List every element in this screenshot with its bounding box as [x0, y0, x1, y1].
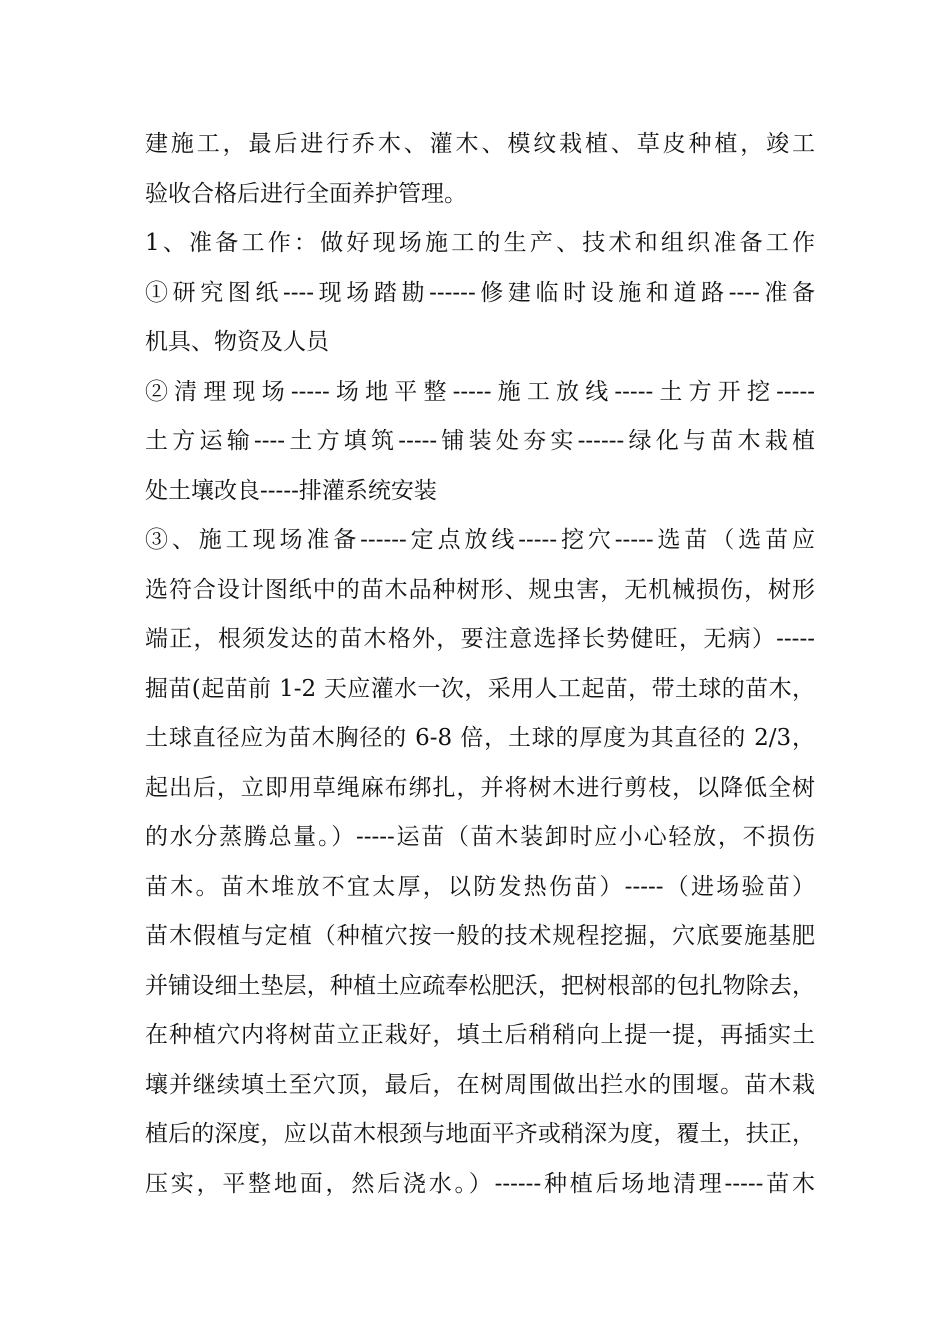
- text-line: 掘苗(起苗前 1-2 天应灌水一次，采用人工起苗，带土球的苗木，: [145, 675, 815, 702]
- text-line: ③、施工现场准备------定点放线-----挖穴-----选苗（选苗应: [145, 527, 815, 553]
- text-line: 压实，平整地面，然后浇水。）------种植后场地清理-----苗木: [145, 1170, 815, 1197]
- text-line: 苗木。苗木堆放不宜太厚，以防发热伤苗）-----（进场验苗）: [145, 873, 815, 900]
- text-line: 处土壤改良-----排灌系统安装: [145, 477, 437, 504]
- text-line: ①研究图纸----现场踏勘------修建临时设施和道路----准备: [145, 279, 815, 306]
- text-line: 端正，根须发达的苗木格外，要注意选择长势健旺，无病）-----: [145, 626, 815, 652]
- text-line: 机具、物资及人员: [145, 329, 329, 355]
- text-line: 土方运输----土方填筑-----铺装处夯实------绿化与苗木栽植: [145, 428, 815, 454]
- text-line: 在种植穴内将树苗立正栽好，填土后稍稍向上提一提，再插实土: [145, 1022, 815, 1048]
- text-line: 验收合格后进行全面养护管理。: [145, 180, 467, 207]
- text-line: 植后的深度，应以苗木根颈与地面平齐或稍深为度，覆土，扶正，: [145, 1121, 815, 1147]
- text-line: ②清理现场-----场地平整-----施工放线-----土方开挖-----: [145, 378, 815, 405]
- body-text: [145, 120, 815, 1209]
- text-line: 并铺设细土垫层，种植土应疏奉松肥沃，把树根部的包扎物除去，: [145, 972, 815, 999]
- text-line: 苗木假植与定植（种植穴按一般的技术规程挖掘，穴底要施基肥: [145, 923, 815, 949]
- text-line: 1、准备工作：做好现场施工的生产、技术和组织准备工作: [145, 230, 815, 256]
- text-line: 的水分蒸腾总量。）-----运苗（苗木装卸时应小心轻放，不损伤: [145, 824, 815, 850]
- text-line: 土球直径应为苗木胸径的 6-8 倍，土球的厚度为其直径的 2/3，: [145, 725, 815, 751]
- text-line: 建施工，最后进行乔木、灌木、模纹栽植、草皮种植，竣工: [145, 131, 815, 157]
- text-line: 起出后，立即用草绳麻布绑扎，并将树木进行剪枝，以降低全树: [145, 774, 815, 801]
- text-line: 壤并继续填土至穴顶，最后，在树周围做出拦水的围堰。苗木栽: [145, 1071, 815, 1098]
- text-line: 选符合设计图纸中的苗木品种树形、规虫害，无机械损伤，树形: [145, 576, 815, 603]
